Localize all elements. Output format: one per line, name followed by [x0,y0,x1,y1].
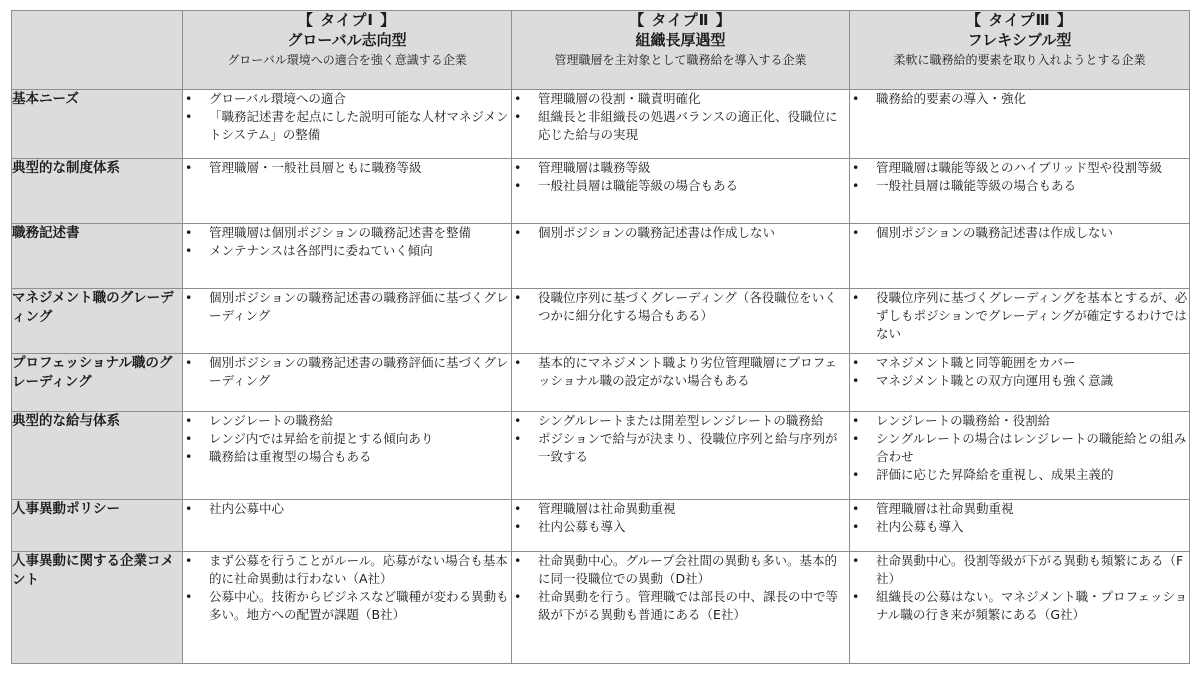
list-item: • シングルレートの場合はレンジレートの職能給との組み合わせ [850,430,1189,466]
type-3-header [850,11,1190,90]
row-header: 典型的な給与体系 [12,412,183,500]
list-item: • 管理職層・一般社員層ともに職務等級 [183,159,511,177]
list-item: • 社命異動中心。役割等級が下がる異動も頻繁にある（F社） [850,552,1189,588]
table-cell [850,90,1190,159]
list-item: • 評価に応じた昇降給を重視し、成果主義的 [850,466,1189,484]
row-header: マネジメント職のグレーディング [12,289,183,354]
table-cell [183,354,512,412]
list-item: • 職務給的要素の導入・強化 [850,90,1189,108]
table-cell [183,552,512,664]
table-cell [850,224,1190,289]
row-header: 典型的な制度体系 [12,159,183,224]
row-header: 職務記述書 [12,224,183,289]
list-item: • マネジメント職と同等範囲をカバー [850,354,1189,372]
table-row [12,412,1190,500]
table-cell [512,500,850,552]
list-item: • 公募中心。技術からビジネスなど職種が変わる異動も多い。地方への配置が課題（B社） [183,588,511,624]
list-item: • 個別ポジションの職務記述書の職務評価に基づくグレーディング [183,289,511,325]
table-cell [512,354,850,412]
type-1-label: 【 タイプⅠ 】 [297,11,397,29]
list-item: • 一般社員層は職能等級の場合もある [850,177,1189,195]
table-cell [183,90,512,159]
type-1-description: グローバル環境への適合を強く意識する企業 [227,53,467,67]
table-row [12,289,1190,354]
type-2-description: 管理職層を主対象として職務給を導入する企業 [554,53,807,67]
list-item: • 組織長と非組織長の処遇バランスの適正化、役職位に応じた給与の実現 [512,108,849,144]
list-item: • 役職位序列に基づくグレーディング（各役職位をいくつかに細分化する場合もある） [512,289,849,325]
table-cell [850,159,1190,224]
list-item: • 個別ポジションの職務記述書は作成しない [850,224,1189,242]
list-item: • 社内公募中心 [183,500,511,518]
list-item: • 基本的にマネジメント職より劣位管理職層にプロフェッショナル職の設定がない場合もある [512,354,849,390]
list-item: • 組織長の公募はない。マネジメント職・プロフェッショナル職の行き来が頻繁にある（G社） [850,588,1189,624]
list-item: • レンジ内では昇給を前提とする傾向あり [183,430,511,448]
table-cell [512,412,850,500]
list-item: • まず公募を行うことがルール。応募がない場合も基本的に社命異動は行わない（A社） [183,552,511,588]
corner-cell [12,11,183,90]
table-cell [512,552,850,664]
list-item: • 役職位序列に基づくグレーディングを基本とするが、必ずしもポジションでグレーディングが確定するわけではない [850,289,1189,343]
list-item: • 管理職層は職能等級とのハイブリッド型や役割等級 [850,159,1189,177]
type-2-name: 組織長厚遇型 [635,31,726,49]
list-item: • 管理職層は社命異動重視 [512,500,849,518]
table-cell [183,412,512,500]
list-item: • メンテナンスは各部門に委ねていく傾向 [183,242,511,260]
list-item: • 管理職層は職務等級 [512,159,849,177]
table-row [12,354,1190,412]
table-row [12,159,1190,224]
list-item: • シングルレートまたは開差型レンジレートの職務給 [512,412,849,430]
table-row [12,500,1190,552]
type-1-header [183,11,512,90]
table-cell [850,354,1190,412]
list-item: • 管理職層は社命異動重視 [850,500,1189,518]
table-cell [183,159,512,224]
list-item: • 個別ポジションの職務記述書は作成しない [512,224,849,242]
table-cell [850,412,1190,500]
list-item: • 職務給は重複型の場合もある [183,448,511,466]
list-item: • レンジレートの職務給・役割給 [850,412,1189,430]
list-item: • レンジレートの職務給 [183,412,511,430]
type-1-name: グローバル志向型 [287,31,407,49]
type-2-label: 【 タイプⅡ 】 [629,11,732,29]
table-cell [850,289,1190,354]
header-row [12,11,1190,90]
list-item: • 個別ポジションの職務記述書の職務評価に基づくグレーディング [183,354,511,390]
table-cell [512,224,850,289]
type-3-name: フレキシブル型 [967,31,1072,49]
list-item: • グローバル環境への適合 [183,90,511,108]
list-item: • 「職務記述書を起点にした説明可能な人材マネジメントシステム」の整備 [183,108,511,144]
list-item: • 社命異動を行う。管理職では部長の中、課長の中で等級が下がる異動も普通にある（E社） [512,588,849,624]
row-header: 人事異動に関する企業コメント [12,552,183,664]
type-3-label: 【 タイプⅢ 】 [966,11,1073,29]
table-cell [183,289,512,354]
type-3-description: 柔軟に職務給的要素を取り入れようとする企業 [893,53,1146,67]
table-cell [850,500,1190,552]
table-row [12,552,1190,664]
row-header: 基本ニーズ [12,90,183,159]
table-cell [850,552,1190,664]
list-item: • ポジションで給与が決まり、役職位序列と給与序列が一致する [512,430,849,466]
list-item: • マネジメント職との双方向運用も強く意識 [850,372,1189,390]
table-cell [512,289,850,354]
list-item: • 社命異動中心。グループ会社間の異動も多い。基本的に同一役職位での異動（D社） [512,552,849,588]
table-cell [512,90,850,159]
comparison-table [11,10,1190,664]
row-header: 人事異動ポリシー [12,500,183,552]
table-cell [183,500,512,552]
list-item: • 社内公募も導入 [850,518,1189,536]
list-item: • 社内公募も導入 [512,518,849,536]
list-item: • 管理職層は個別ポジションの職務記述書を整備 [183,224,511,242]
row-header: プロフェッショナル職のグレーディング [12,354,183,412]
table-cell [512,159,850,224]
table-row [12,224,1190,289]
list-item: • 管理職層の役割・職責明確化 [512,90,849,108]
list-item: • 一般社員層は職能等級の場合もある [512,177,849,195]
type-2-header [512,11,850,90]
table-cell [183,224,512,289]
table-row [12,90,1190,159]
